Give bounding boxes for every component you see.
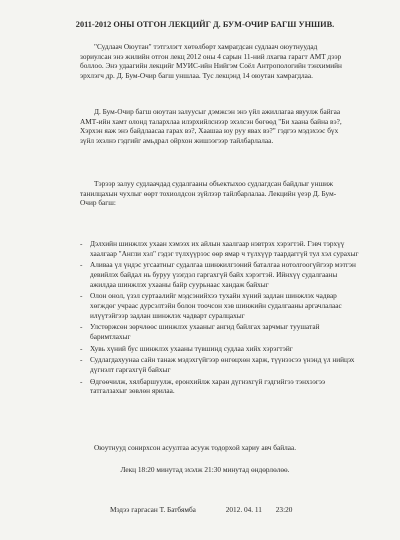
list-item: - Өдгөөчилж, хялбаршуулж, еронхийлж харан дүгнэхгүй гэдгийгээ тэнхээгээ татгалзахыг зөвлөн ярилаа. bbox=[80, 377, 360, 396]
list-item: - Улстөржсөн зөрчлөөс шинжлэх ухааныг ангид байлгаx зарчмыг туушатай баримтлахыг bbox=[80, 322, 360, 341]
list-item: - Олон онол, үзэл суртаалийг мэдсэнийхээ тухайн хүний задлан шинжлэх чадвар хөгждөг учраас дурсэлтэйн болон тоочсон хэв шинжийн судалгааны аргачлалаас илүүтэйгээр задлан шинжлэх чадварт суралцахыг bbox=[80, 291, 360, 320]
paragraph-intro: "Судлаач Оюутан" тэтгэлэгт хөтөлбөрт хамрагдсан судлаач оюутнуудад зориулсан энэ жилийн отгон лекц 2012 оны 4 сарын 11-ний лхагва гарагт АМТ дээр боллоо. Энэ удаагийн лекцийг МУИС-ийн Нийгэм Соёл Антропологийн тэнхимийн эрхлэгч др. Д. Бум-Очир багш уншлаа. Тус лекцэнд 14 оюутан хамрагдлаа. bbox=[80, 42, 342, 80]
author-label: Мэдээ гаргасан Т. Батбямба bbox=[110, 505, 196, 514]
date-label: 2012. 04. 11 bbox=[225, 505, 262, 514]
list-item: - Хувь хүний бус шинжлэх ухааны түвшинд судлаа хийх хэрэгтэйг bbox=[80, 344, 360, 354]
lecture-time-note: Лекц 18:20 минутад эхэлж 21:30 минутад өндөрлөлөө. bbox=[120, 465, 290, 474]
paragraph-opening: Д. Бум-Очир багш оюутан залуусыг дэмжсэн энэ үйл ажиллагаа явуулж байгаа АМТ-ийн хамт олонд талархлаа илэрхийлснээр эхэлсэн бөгөөд "Би хаана байна вэ?, Хэрхэн яаж энэ байдлаасаа гарах вэ?, Хаашаа юу руу явах вэ?" гэдгээ мэдэхээс бүх зүйл эхэлнэ гэдгийг амьдрал ойрхон жишээгээр тайлбарлалаа. bbox=[80, 107, 342, 145]
time-label: 23:20 bbox=[275, 505, 293, 514]
paragraph-lecture: Тэрээр залуу судлаачдад судалгааны объектыхоо судлагдсан байдлыг уншиж танилцахын чухлыг өөрт тохиолдсон зүйлээр тайлбарлалаа. Лекцийн үеэр Д. Бум-Очир багш: bbox=[80, 179, 337, 208]
list-item: - Аливаа үл үндэс угсаатныг судалгаа шинжилгээний баталгаа нотолгоогүйгээр мэтгэн девийлэх байдал нь буруу үзэгдэл гаргахгүй байх хэрэгтэй. Ийнхүү судалгааны ажилдаа шинжлэх ухааны байр суурьнаас хандаж байхыг bbox=[80, 260, 360, 289]
document-title: 2011-2012 ОНЫ ОТГОН ЛЕКЦИЙГ Д. БУМ-ОЧИР БАГШ УНШИВ. bbox=[75, 20, 335, 29]
advice-list bbox=[80, 239, 360, 398]
list-item: - Судлагдахуунаа сайн танаж мэдэхгүйгээр өнгөцхөн харж, түүнээсээ үнэнд үл нийцэх дүгнэлт гаргахгүй байхыг bbox=[80, 355, 360, 374]
signature-line bbox=[110, 505, 370, 515]
closing-paragraph: Оюутнууд сонирхсон асуултаа асууж тодорхой хариу авч байлаа. bbox=[94, 443, 297, 452]
list-item: - Дэлхийн шинжлэх ухаан хэмээх их айлын хаалгаар нэвтрэх хэрэгтэй. Гэвч тэрхүү хаалгаар "Англи хэл" гэдэг түлхүүрээс өөр ямар ч түлхүүр таардаггүй тул хэл сурахыг bbox=[80, 239, 360, 258]
